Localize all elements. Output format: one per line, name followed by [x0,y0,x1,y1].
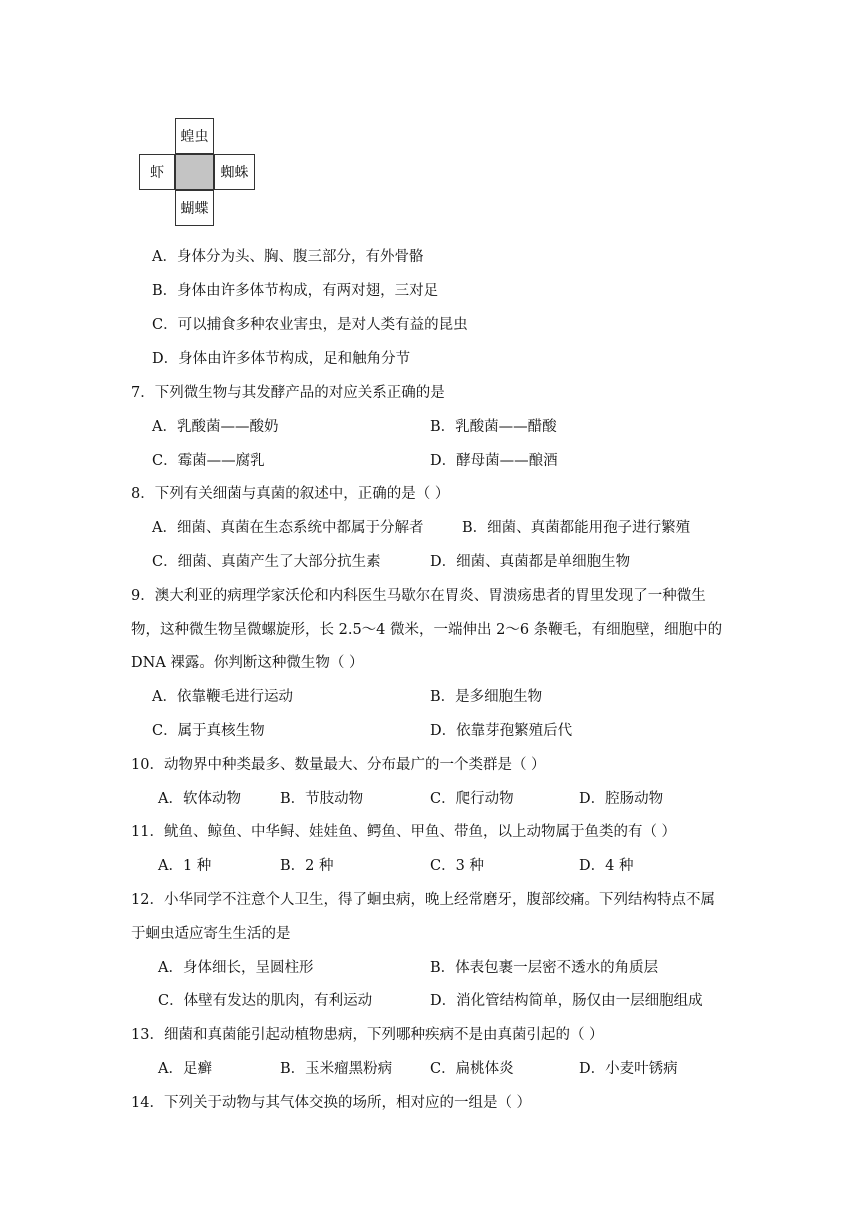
q12-option-c: C．体壁有发达的肌肉，有利运动 [158,993,373,1009]
q8-option-c: C．细菌、真菌产生了大部分抗生素 [152,554,381,570]
q8-option-b: B．细菌、真菌都能用孢子进行繁殖 [462,520,691,536]
q13-option-b: B．玉米瘤黑粉病 [280,1061,393,1077]
q14-stem: 14．下列关于动物与其气体交换的场所，相对应的一组是（ ） [131,1095,532,1111]
q12-option-b: B．体表包裹一层密不透水的角质层 [430,960,659,976]
q10-option-a: A．软体动物 [158,791,241,807]
figure-cell-left: 虾 [139,154,175,190]
q9-option-d: D．依靠芽孢繁殖后代 [430,723,573,739]
figure-cell-right: 蜘蛛 [214,154,255,190]
q9-option-c: C．属于真核生物 [152,723,265,739]
q9-stem-line3: DNA 裸露。你判断这种微生物（ ） [131,655,364,671]
q11-stem: 11．鱿鱼、鲸鱼、中华鲟、娃娃鱼、鳄鱼、甲鱼、带鱼，以上动物属于鱼类的有（ ） [131,824,677,840]
q6-option-c: C．可以捕食多种农业害虫，是对人类有益的昆虫 [152,317,468,333]
q9-stem-line2: 物，这种微生物呈微螺旋形，长 2.5～4 微米，一端伸出 2～6 条鞭毛，有细胞壁，细胞中的 [131,622,723,638]
q7-stem: 7．下列微生物与其发酵产品的对应关系正确的是 [131,385,445,401]
q7-option-c: C．霉菌——腐乳 [152,453,265,469]
figure-cell-center-shaded [175,154,214,190]
q8-stem: 8．下列有关细菌与真菌的叙述中，正确的是（ ） [131,486,450,502]
q12-option-d: D．消化管结构简单，肠仅由一层细胞组成 [430,993,703,1009]
q13-option-c: C．扁桃体炎 [430,1061,514,1077]
q13-option-d: D．小麦叶锈病 [579,1061,678,1077]
q11-option-b: B．2 种 [280,858,334,874]
animal-cross-figure [139,118,255,226]
q10-option-b: B．节肢动物 [280,791,364,807]
q7-option-a: A．乳酸菌——酸奶 [152,419,279,435]
q9-stem-line1: 9．澳大利亚的病理学家沃伦和内科医生马歇尔在胃炎、胃溃疡患者的胃里发现了一种微生 [131,588,706,604]
q11-option-d: D．4 种 [579,858,634,874]
figure-cell-bottom: 蝴蝶 [175,190,214,226]
q10-stem: 10．动物界中种类最多、数量最大、分布最广的一个类群是（ ） [131,757,546,773]
q8-option-d: D．细菌、真菌都是单细胞生物 [430,554,631,570]
q6-option-b: B．身体由许多体节构成，有两对翅，三对足 [152,283,439,299]
q11-option-a: A．1 种 [158,858,212,874]
q9-option-a: A．依靠鞭毛进行运动 [152,689,293,705]
q13-option-a: A．足癣 [158,1061,212,1077]
figure-cell-top: 蝗虫 [175,118,214,154]
q7-option-b: B．乳酸菌——醋酸 [430,419,557,435]
q9-option-b: B．是多细胞生物 [430,689,543,705]
q10-option-d: D．腔肠动物 [579,791,664,807]
q8-option-a: A．细菌、真菌在生态系统中都属于分解者 [152,520,424,536]
q12-stem-line1: 12．小华同学不注意个人卫生，得了蛔虫病，晚上经常磨牙，腹部绞痛。下列结构特点不属 [131,892,715,908]
q13-stem: 13．细菌和真菌能引起动植物患病，下列哪种疾病不是由真菌引起的（ ） [131,1027,604,1043]
q11-option-c: C．3 种 [430,858,484,874]
q7-option-d: D．酵母菌——酿酒 [430,453,558,469]
q12-option-a: A．身体细长，呈圆柱形 [158,960,314,976]
q6-option-a: A．身体分为头、胸、腹三部分，有外骨骼 [152,249,424,265]
q12-stem-line2: 于蛔虫适应寄生生活的是 [131,926,291,942]
q6-option-d: D．身体由许多体节构成，足和触角分节 [152,351,411,367]
q10-option-c: C．爬行动物 [430,791,514,807]
